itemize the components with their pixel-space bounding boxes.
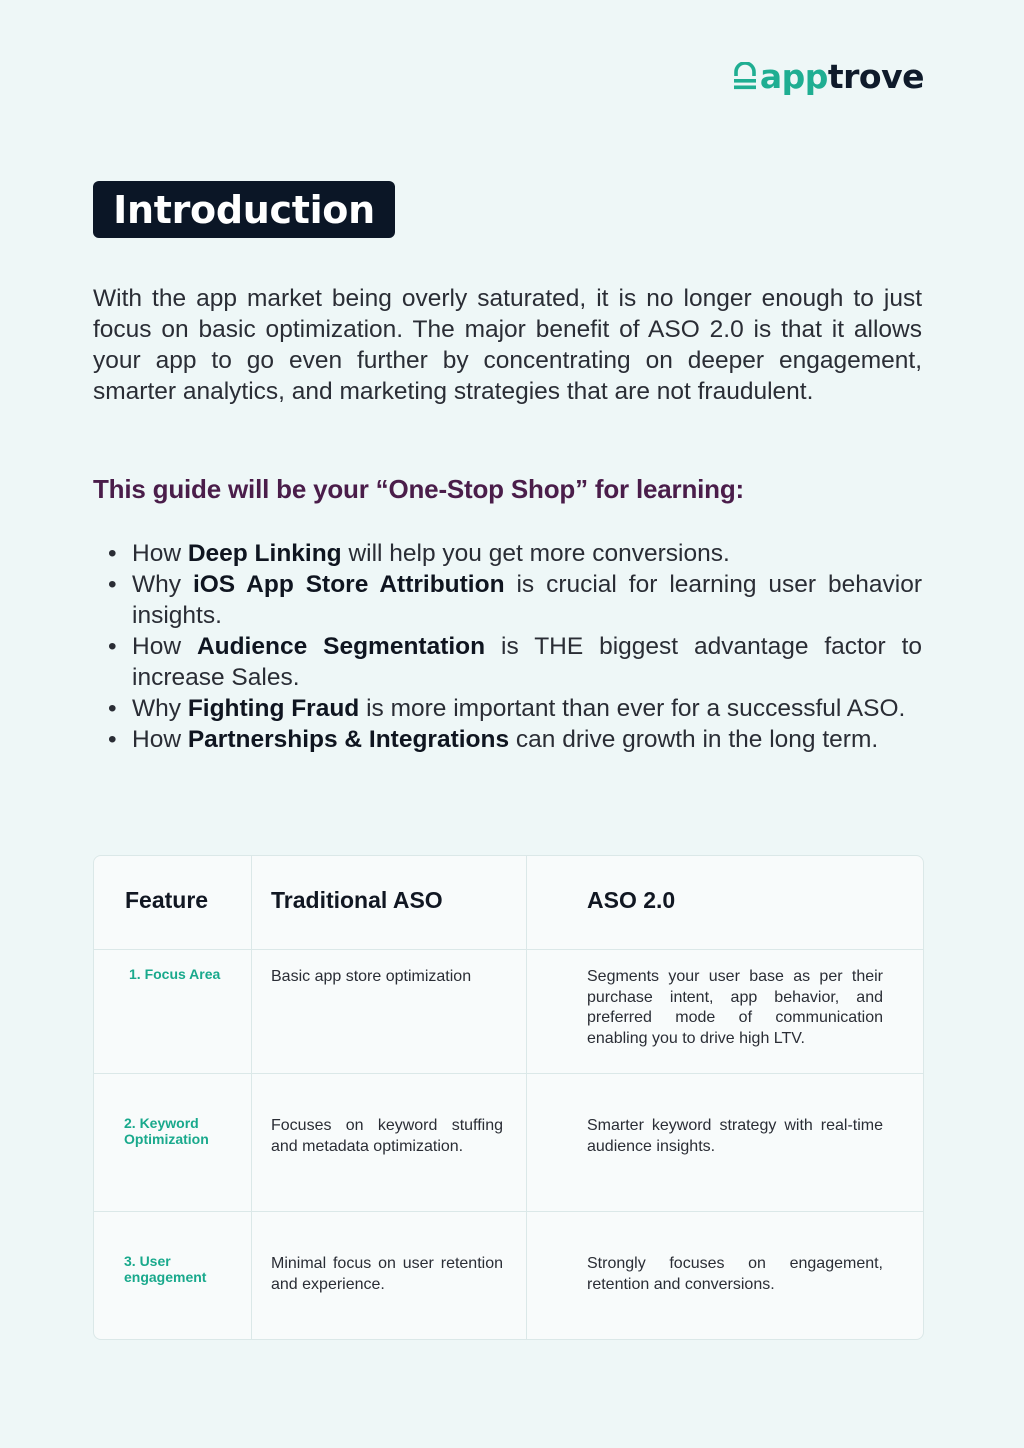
list-item: • Why iOS App Store Attribution is crucial for learning user behavior insights. xyxy=(108,571,922,629)
intro-paragraph: With the app market being overly saturated, it is no longer enough to just focus on basic optimization. The major benefit of ASO 2.0 is that it allows your app to go even further by concentrating on deeper engagement, smarter analytics, and marketing strategies that are not fraudulent. xyxy=(93,285,922,405)
page-title: Introduction xyxy=(113,187,375,232)
traditional-cell: Basic app store optimization xyxy=(271,968,472,985)
bullet-icon: • xyxy=(108,726,117,753)
header-traditional-aso: Traditional ASO xyxy=(271,887,443,913)
list-item: • How Partnerships & Integrations can drive growth in the long term. xyxy=(108,726,879,753)
logo-wordmark: apptrove xyxy=(759,57,924,96)
table-row xyxy=(94,950,923,1074)
comparison-table xyxy=(93,855,924,1340)
traditional-cell: Focuses on keyword stuffing and metadata optimization. xyxy=(271,1117,503,1155)
table-row xyxy=(94,1074,923,1212)
aso2-cell: Segments your user base as per their purchase intent, app behavior, and preferred mode of communication enabling you to drive high LTV. xyxy=(587,968,883,1047)
apptrove-logo xyxy=(734,57,924,96)
list-item: • How Audience Segmentation is THE biggest advantage factor to increase Sales. xyxy=(108,633,922,691)
table-row xyxy=(94,1212,923,1339)
bullet-icon: • xyxy=(108,571,117,598)
apptrove-logo-icon xyxy=(734,62,756,92)
feature-label: 2. Keyword Optimization xyxy=(124,1115,209,1147)
list-item: • How Deep Linking will help you get more conversions. xyxy=(108,540,730,567)
bullet-icon: • xyxy=(108,695,117,722)
header-aso-2: ASO 2.0 xyxy=(587,887,676,913)
bullet-icon: • xyxy=(108,633,117,660)
section-title-banner xyxy=(93,181,395,238)
list-item: • Why Fighting Fraud is more important than ever for a successful ASO. xyxy=(108,695,906,722)
feature-label: 1. Focus Area xyxy=(129,966,221,982)
learning-topics-list xyxy=(93,538,922,755)
table-header-row xyxy=(94,856,923,950)
aso2-cell: Strongly focuses on engagement, retention and conversions. xyxy=(587,1255,883,1293)
header-feature: Feature xyxy=(125,887,209,913)
traditional-cell: Minimal focus on user retention and experience. xyxy=(271,1255,503,1293)
aso2-cell: Smarter keyword strategy with real-time audience insights. xyxy=(587,1117,883,1155)
feature-label: 3. User engagement xyxy=(124,1253,207,1285)
bullet-icon: • xyxy=(108,540,117,567)
guide-heading: This guide will be your “One-Stop Shop” for learning: xyxy=(93,474,744,504)
